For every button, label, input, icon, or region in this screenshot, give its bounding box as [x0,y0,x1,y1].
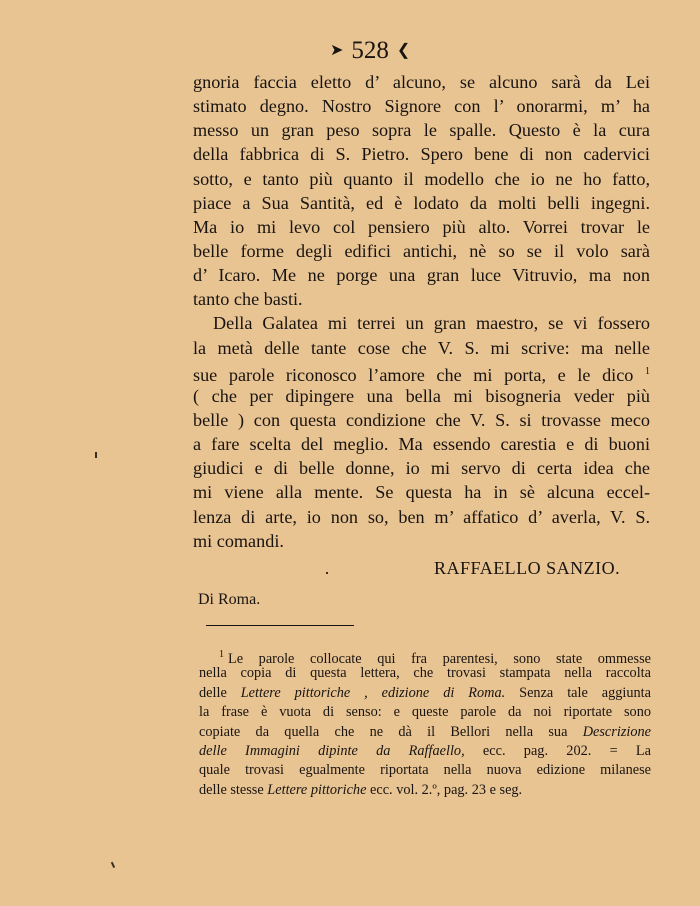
paper-speck [111,862,115,868]
footnote-italic: Lettere pittoriche , edizione di Roma. [240,684,506,701]
page-header [330,36,530,66]
text-line: d’ Icaro. Me ne porge una gran luce Vitruvio, ma non [193,265,650,286]
text-line: belle ) con questa condizione che V. S. si trovasse meco [193,409,650,430]
paper-speck [326,572,328,574]
footnote-line [199,684,651,703]
text-line: mi comandi. [193,530,284,551]
page-number: 528 [351,37,389,64]
text-line: lenza di arte, io non so, ben m’ affatico d’ averla, V. S. [193,506,650,527]
text-line: giudici e di belle donne, io mi servo di certa idea che [193,458,650,479]
footnote-line: nella copia di questa lettera, che trovasi stampata nella raccolta [199,665,651,682]
footnote-line [199,781,651,800]
text-line: tanto che basti. [193,289,303,310]
text-line: belle forme degli edifici antichi, nè so se il volo sarà [193,240,650,261]
text-line: stimato degno. Nostro Signore con l’ onorarmi, m’ ha [193,96,650,117]
text-line: della fabbrica di S. Pietro. Spero bene di non cadervici [193,144,650,165]
footnote-text: delle stesse [199,781,268,798]
text-line: gnoria faccia eletto d’ alcuno, se alcuno sarà da Lei [193,72,650,92]
text-line: messo un gran peso sopra le spalle. Questo è la cura [193,120,650,141]
right-ornament-icon: ❮ [396,42,411,59]
footnote-reference: 1 [645,365,651,377]
text-line: la metà delle tante cose che V. S. mi scrive: ma nelle [193,337,650,358]
footnote-text: ecc. vol. 2.º, pag. 23 e seg. [366,781,523,798]
footnote-text: delle [199,684,241,701]
left-ornament-icon: ➤ [330,42,344,59]
paper-speck [95,452,97,458]
footnote-line [199,723,651,742]
text-line: piace a Sua Santità, ed è lodato da molti belli ingegni. [193,192,650,213]
text-line: mi viene alla mente. Se questa ha in sè alcuna eccel- [193,482,650,503]
footnote-italic: Lettere pittoriche [267,781,367,798]
footnote-divider [206,625,354,626]
footnote-line [199,645,651,667]
text-line: Della Galatea mi terrei un gran maestro, se vi fossero [213,313,650,334]
text-line: ( che per dipingere una bella mi bisogneria veder più [193,385,650,406]
footnote-marker: 1 [219,649,224,660]
footnote-italic: Descrizione [582,723,651,740]
footnote [199,645,651,800]
letter-body [193,70,650,553]
text-line-with-footnote-ref [193,360,650,384]
footnote-italic: delle Immagini dipinte da Raffaello, [199,742,465,759]
text-segment: sue parole riconosco l’amore che mi porta, e le dico [193,364,634,385]
footnote-text: ecc. pag. 202. = La [464,742,651,759]
footnote-line: quale trovasi egualmente riportata nella nuova edizione milanese [199,762,651,779]
footnote-text: Senza tale aggiunta [505,684,651,701]
text-line: Ma io mi levo col pensiero più alto. Vorrei trovar le [193,216,650,237]
footnote-text: Le parole collocate qui fra parentesi, sono state ommesse [228,650,651,667]
footnote-text: copiate da quella che ne dà il Bellori nella sua [199,723,583,740]
signature: RAFFAELLO SANZIO. [434,558,621,578]
place-line: Di Roma. [198,591,261,608]
footnote-line: la frase è vuota di senso: e queste parole da noi riportate sono [199,704,651,721]
footnote-line [199,742,651,761]
text-line: a fare scelta del meglio. Ma essendo carestia e di buoni [193,434,650,455]
text-line: sotto, e tanto più quanto il modello che io ne ho fatto, [193,168,650,189]
